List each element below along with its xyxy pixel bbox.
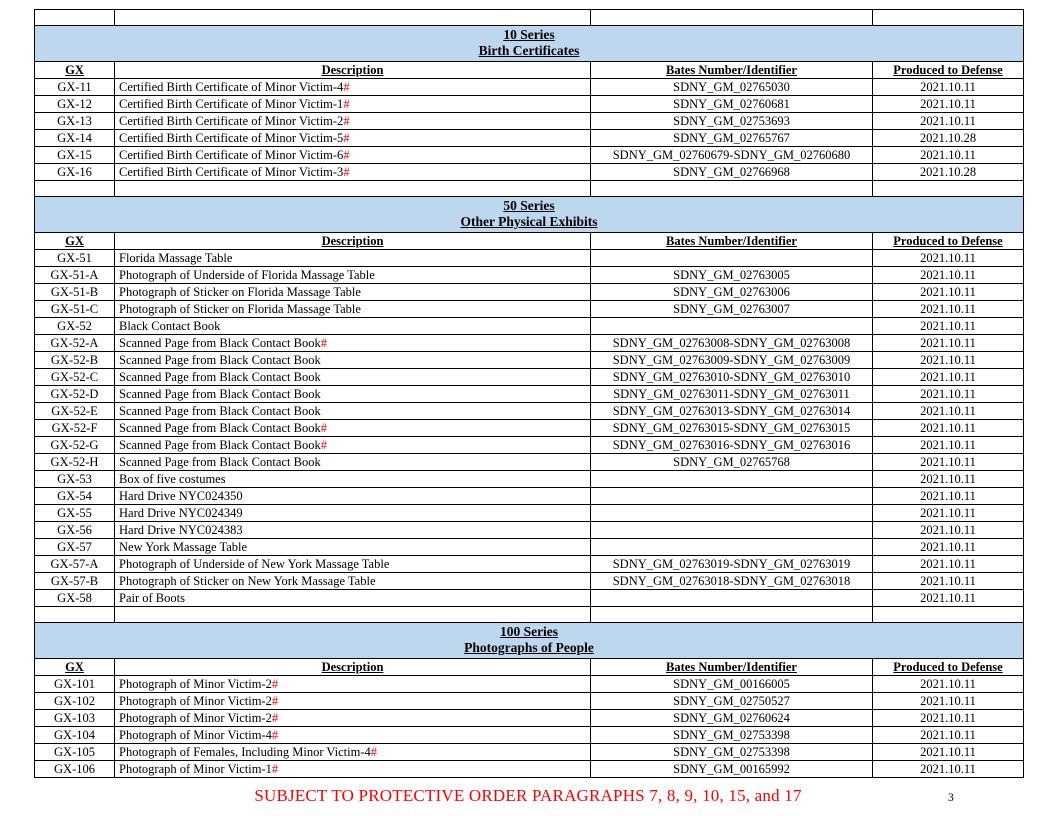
column-header bbox=[873, 659, 1024, 676]
column-header bbox=[591, 659, 873, 676]
description-cell bbox=[115, 505, 591, 522]
gx-number-cell: GX-57 bbox=[35, 539, 115, 556]
exhibit-row bbox=[35, 573, 1024, 590]
description-text: Photograph of Underside of Florida Massage Table bbox=[119, 267, 375, 282]
produced-date-cell: 2021.10.11 bbox=[873, 522, 1024, 539]
gx-number-cell: GX-56 bbox=[35, 522, 115, 539]
exhibit-row bbox=[35, 420, 1024, 437]
description-cell bbox=[115, 250, 591, 267]
exhibit-row bbox=[35, 693, 1024, 710]
description-cell bbox=[115, 352, 591, 369]
column-header-row bbox=[35, 233, 1024, 250]
produced-date-cell: 2021.10.28 bbox=[873, 130, 1024, 147]
redaction-flag: # bbox=[343, 96, 350, 111]
description-cell bbox=[115, 113, 591, 130]
description-text: Certified Birth Certificate of Minor Victim-2 bbox=[119, 113, 344, 128]
description-text: Hard Drive NYC024383 bbox=[119, 522, 243, 537]
exhibit-row bbox=[35, 318, 1024, 335]
description-text: Photograph of Minor Victim-2 bbox=[119, 710, 272, 725]
description-cell bbox=[115, 284, 591, 301]
bates-number-cell bbox=[591, 488, 873, 505]
exhibit-row bbox=[35, 744, 1024, 761]
bates-number-cell: SDNY_GM_02763011-SDNY_GM_02763011 bbox=[591, 386, 873, 403]
redaction-flag: # bbox=[320, 437, 327, 452]
description-text: New York Massage Table bbox=[119, 539, 248, 554]
exhibit-row bbox=[35, 284, 1024, 301]
bates-number-cell: SDNY_GM_02760679-SDNY_GM_02760680 bbox=[591, 147, 873, 164]
description-cell bbox=[115, 727, 591, 744]
redaction-flag: # bbox=[343, 130, 350, 145]
spacer-row bbox=[35, 181, 1024, 197]
gx-number-cell: GX-52-B bbox=[35, 352, 115, 369]
bates-number-cell bbox=[591, 318, 873, 335]
section-header-row bbox=[35, 197, 1024, 233]
spacer-row bbox=[35, 10, 1024, 26]
bates-number-cell: SDNY_GM_02763010-SDNY_GM_02763010 bbox=[591, 369, 873, 386]
redaction-flag: # bbox=[271, 727, 279, 742]
description-text: Photograph of Minor Victim-1 bbox=[119, 761, 272, 776]
gx-number-cell: GX-52-D bbox=[35, 386, 115, 403]
produced-date-cell: 2021.10.11 bbox=[873, 420, 1024, 437]
gx-number-cell: GX-54 bbox=[35, 488, 115, 505]
column-header-label: GX bbox=[65, 659, 84, 674]
produced-date-cell: 2021.10.11 bbox=[873, 761, 1024, 778]
spacer-cell bbox=[873, 181, 1024, 197]
column-header bbox=[115, 62, 591, 79]
column-header-label: Bates Number/Identifier bbox=[666, 659, 797, 674]
description-text: Scanned Page from Black Contact Book bbox=[119, 420, 321, 435]
exhibit-row bbox=[35, 386, 1024, 403]
exhibit-row bbox=[35, 164, 1024, 181]
description-cell bbox=[115, 522, 591, 539]
produced-date-cell: 2021.10.11 bbox=[873, 79, 1024, 96]
description-text: Scanned Page from Black Contact Book bbox=[119, 454, 321, 469]
produced-date-cell: 2021.10.11 bbox=[873, 318, 1024, 335]
description-text: Scanned Page from Black Contact Book bbox=[119, 386, 321, 401]
description-cell bbox=[115, 573, 591, 590]
description-cell bbox=[115, 164, 591, 181]
bates-number-cell: SDNY_GM_02763005 bbox=[591, 267, 873, 284]
section-header-row bbox=[35, 26, 1024, 62]
redaction-flag: # bbox=[343, 113, 350, 128]
gx-number-cell: GX-58 bbox=[35, 590, 115, 607]
exhibit-row bbox=[35, 301, 1024, 318]
exhibit-row bbox=[35, 267, 1024, 284]
produced-date-cell: 2021.10.11 bbox=[873, 301, 1024, 318]
bates-number-cell bbox=[591, 590, 873, 607]
description-text: Photograph of Minor Victim-4 bbox=[119, 727, 272, 742]
gx-number-cell: GX-51 bbox=[35, 250, 115, 267]
column-header-label: Description bbox=[321, 659, 384, 674]
column-header-row bbox=[35, 62, 1024, 79]
exhibit-row bbox=[35, 79, 1024, 96]
spacer-cell bbox=[873, 10, 1024, 26]
bates-number-cell: SDNY_GM_02753398 bbox=[591, 744, 873, 761]
produced-date-cell: 2021.10.11 bbox=[873, 437, 1024, 454]
redaction-flag: # bbox=[343, 147, 350, 162]
description-cell bbox=[115, 761, 591, 778]
bates-number-cell: SDNY_GM_02760624 bbox=[591, 710, 873, 727]
description-text: Hard Drive NYC024349 bbox=[119, 505, 243, 520]
produced-date-cell: 2021.10.11 bbox=[873, 284, 1024, 301]
section-header bbox=[35, 623, 1024, 659]
description-cell bbox=[115, 386, 591, 403]
description-text: Photograph of Underside of New York Massage Table bbox=[119, 556, 390, 571]
exhibit-row bbox=[35, 147, 1024, 164]
description-cell bbox=[115, 488, 591, 505]
description-text: Black Contact Book bbox=[119, 318, 221, 333]
bates-number-cell: SDNY_GM_02763007 bbox=[591, 301, 873, 318]
gx-number-cell: GX-102 bbox=[35, 693, 115, 710]
exhibit-row bbox=[35, 335, 1024, 352]
column-header-label: Bates Number/Identifier bbox=[666, 62, 797, 77]
bates-number-cell: SDNY_GM_02765030 bbox=[591, 79, 873, 96]
gx-number-cell: GX-52-F bbox=[35, 420, 115, 437]
description-text: Florida Massage Table bbox=[119, 250, 233, 265]
description-cell bbox=[115, 147, 591, 164]
description-text: Photograph of Sticker on Florida Massage Table bbox=[119, 284, 361, 299]
produced-date-cell: 2021.10.11 bbox=[873, 471, 1024, 488]
gx-number-cell: GX-51-A bbox=[35, 267, 115, 284]
bates-number-cell: SDNY_GM_02766968 bbox=[591, 164, 873, 181]
column-header bbox=[35, 659, 115, 676]
produced-date-cell: 2021.10.11 bbox=[873, 693, 1024, 710]
gx-number-cell: GX-52-G bbox=[35, 437, 115, 454]
redaction-flag: # bbox=[271, 710, 279, 725]
exhibit-row bbox=[35, 130, 1024, 147]
produced-date-cell: 2021.10.11 bbox=[873, 267, 1024, 284]
exhibit-row bbox=[35, 488, 1024, 505]
gx-number-cell: GX-106 bbox=[35, 761, 115, 778]
bates-number-cell: SDNY_GM_02763008-SDNY_GM_02763008 bbox=[591, 335, 873, 352]
produced-date-cell: 2021.10.11 bbox=[873, 369, 1024, 386]
column-header-label: GX bbox=[65, 233, 84, 248]
produced-date-cell: 2021.10.11 bbox=[873, 488, 1024, 505]
exhibit-row bbox=[35, 113, 1024, 130]
bates-number-cell: SDNY_GM_02763013-SDNY_GM_02763014 bbox=[591, 403, 873, 420]
produced-date-cell: 2021.10.11 bbox=[873, 744, 1024, 761]
description-text: Scanned Page from Black Contact Book bbox=[119, 403, 321, 418]
gx-number-cell: GX-105 bbox=[35, 744, 115, 761]
produced-date-cell: 2021.10.11 bbox=[873, 352, 1024, 369]
column-header-label: Description bbox=[321, 233, 384, 248]
spacer-cell bbox=[35, 181, 115, 197]
redaction-flag: # bbox=[320, 420, 327, 435]
description-cell bbox=[115, 471, 591, 488]
gx-number-cell: GX-55 bbox=[35, 505, 115, 522]
gx-number-cell: GX-14 bbox=[35, 130, 115, 147]
bates-number-cell: SDNY_GM_00166005 bbox=[591, 676, 873, 693]
column-header-label: Produced to Defense bbox=[893, 62, 1003, 77]
bates-number-cell: SDNY_GM_02763018-SDNY_GM_02763018 bbox=[591, 573, 873, 590]
description-text: Certified Birth Certificate of Minor Victim-1 bbox=[119, 96, 344, 111]
bates-number-cell: SDNY_GM_00165992 bbox=[591, 761, 873, 778]
gx-number-cell: GX-103 bbox=[35, 710, 115, 727]
description-text: Photograph of Sticker on New York Massage Table bbox=[119, 573, 376, 588]
description-text: Certified Birth Certificate of Minor Victim-5 bbox=[119, 130, 344, 145]
spacer-cell bbox=[115, 181, 591, 197]
column-header-label: Produced to Defense bbox=[893, 233, 1003, 248]
description-cell bbox=[115, 693, 591, 710]
exhibit-row bbox=[35, 250, 1024, 267]
description-text: Certified Birth Certificate of Minor Victim-4 bbox=[119, 79, 344, 94]
bates-number-cell: SDNY_GM_02763009-SDNY_GM_02763009 bbox=[591, 352, 873, 369]
spacer-cell bbox=[591, 181, 873, 197]
exhibit-row bbox=[35, 471, 1024, 488]
column-header-label: GX bbox=[65, 62, 84, 77]
description-text: Photograph of Females, Including Minor Victim-4 bbox=[119, 744, 371, 759]
column-header-row bbox=[35, 659, 1024, 676]
produced-date-cell: 2021.10.11 bbox=[873, 386, 1024, 403]
gx-number-cell: GX-51-B bbox=[35, 284, 115, 301]
gx-number-cell: GX-57-B bbox=[35, 573, 115, 590]
description-cell bbox=[115, 79, 591, 96]
column-header bbox=[35, 62, 115, 79]
gx-number-cell: GX-52-H bbox=[35, 454, 115, 471]
bates-number-cell: SDNY_GM_02760681 bbox=[591, 96, 873, 113]
description-cell bbox=[115, 420, 591, 437]
bates-number-cell bbox=[591, 539, 873, 556]
gx-number-cell: GX-12 bbox=[35, 96, 115, 113]
gx-number-cell: GX-15 bbox=[35, 147, 115, 164]
section-category-label: Other Physical Exhibits bbox=[460, 214, 598, 229]
produced-date-cell: 2021.10.11 bbox=[873, 727, 1024, 744]
gx-number-cell: GX-52-E bbox=[35, 403, 115, 420]
produced-date-cell: 2021.10.11 bbox=[873, 676, 1024, 693]
column-header bbox=[591, 233, 873, 250]
description-text: Photograph of Sticker on Florida Massage Table bbox=[119, 301, 361, 316]
gx-number-cell: GX-52-A bbox=[35, 335, 115, 352]
gx-number-cell: GX-13 bbox=[35, 113, 115, 130]
bates-number-cell bbox=[591, 522, 873, 539]
exhibit-row bbox=[35, 437, 1024, 454]
description-cell bbox=[115, 539, 591, 556]
redaction-flag: # bbox=[271, 693, 279, 708]
description-cell bbox=[115, 318, 591, 335]
exhibit-row bbox=[35, 539, 1024, 556]
description-text: Scanned Page from Black Contact Book bbox=[119, 335, 321, 350]
section-series-label: 10 Series bbox=[503, 27, 555, 42]
produced-date-cell: 2021.10.11 bbox=[873, 403, 1024, 420]
exhibit-row bbox=[35, 590, 1024, 607]
bates-number-cell bbox=[591, 505, 873, 522]
description-cell bbox=[115, 301, 591, 318]
description-text: Certified Birth Certificate of Minor Victim-6 bbox=[119, 147, 344, 162]
produced-date-cell: 2021.10.11 bbox=[873, 590, 1024, 607]
column-header bbox=[115, 233, 591, 250]
produced-date-cell: 2021.10.11 bbox=[873, 573, 1024, 590]
description-cell bbox=[115, 556, 591, 573]
spacer-cell bbox=[115, 10, 591, 26]
produced-date-cell: 2021.10.11 bbox=[873, 710, 1024, 727]
gx-number-cell: GX-53 bbox=[35, 471, 115, 488]
section-series-label: 50 Series bbox=[503, 198, 555, 213]
spacer-cell bbox=[35, 10, 115, 26]
column-header-label: Produced to Defense bbox=[893, 659, 1003, 674]
description-cell bbox=[115, 744, 591, 761]
gx-number-cell: GX-51-C bbox=[35, 301, 115, 318]
gx-number-cell: GX-16 bbox=[35, 164, 115, 181]
description-cell bbox=[115, 267, 591, 284]
gx-number-cell: GX-104 bbox=[35, 727, 115, 744]
section-header-row bbox=[35, 623, 1024, 659]
column-header-label: Description bbox=[321, 62, 384, 77]
exhibit-row bbox=[35, 454, 1024, 471]
exhibit-row bbox=[35, 505, 1024, 522]
exhibit-row bbox=[35, 403, 1024, 420]
bates-number-cell bbox=[591, 471, 873, 488]
spacer-cell bbox=[591, 10, 873, 26]
section-series-label: 100 Series bbox=[499, 624, 559, 639]
bates-number-cell bbox=[591, 250, 873, 267]
exhibit-row bbox=[35, 352, 1024, 369]
column-header bbox=[35, 233, 115, 250]
bates-number-cell: SDNY_GM_02763016-SDNY_GM_02763016 bbox=[591, 437, 873, 454]
bates-number-cell: SDNY_GM_02750527 bbox=[591, 693, 873, 710]
exhibit-row bbox=[35, 96, 1024, 113]
description-text: Box of five costumes bbox=[119, 471, 226, 486]
produced-date-cell: 2021.10.11 bbox=[873, 335, 1024, 352]
redaction-flag: # bbox=[320, 335, 327, 350]
spacer-cell bbox=[35, 607, 115, 623]
section-header bbox=[35, 26, 1024, 62]
description-cell bbox=[115, 130, 591, 147]
description-cell bbox=[115, 454, 591, 471]
exhibit-row bbox=[35, 369, 1024, 386]
description-text: Scanned Page from Black Contact Book bbox=[119, 352, 321, 367]
bates-number-cell: SDNY_GM_02763006 bbox=[591, 284, 873, 301]
description-text: Photograph of Minor Victim-2 bbox=[119, 676, 272, 691]
exhibit-row bbox=[35, 676, 1024, 693]
description-text: Photograph of Minor Victim-2 bbox=[119, 693, 272, 708]
exhibit-row bbox=[35, 556, 1024, 573]
bates-number-cell: SDNY_GM_02765768 bbox=[591, 454, 873, 471]
description-cell bbox=[115, 437, 591, 454]
description-cell bbox=[115, 335, 591, 352]
column-header bbox=[591, 62, 873, 79]
description-cell bbox=[115, 96, 591, 113]
description-text: Scanned Page from Black Contact Book bbox=[119, 437, 321, 452]
produced-date-cell: 2021.10.11 bbox=[873, 556, 1024, 573]
redaction-flag: # bbox=[271, 761, 279, 776]
section-header bbox=[35, 197, 1024, 233]
column-header-label: Bates Number/Identifier bbox=[666, 233, 797, 248]
gx-number-cell: GX-11 bbox=[35, 79, 115, 96]
produced-date-cell: 2021.10.28 bbox=[873, 164, 1024, 181]
produced-date-cell: 2021.10.11 bbox=[873, 250, 1024, 267]
gx-number-cell: GX-52 bbox=[35, 318, 115, 335]
description-text: Scanned Page from Black Contact Book bbox=[119, 369, 321, 384]
exhibit-row bbox=[35, 710, 1024, 727]
description-text: Pair of Boots bbox=[119, 590, 185, 605]
description-cell bbox=[115, 676, 591, 693]
bates-number-cell: SDNY_GM_02753693 bbox=[591, 113, 873, 130]
page-number: 3 bbox=[948, 792, 954, 804]
redaction-flag: # bbox=[343, 79, 350, 94]
bates-number-cell: SDNY_GM_02753398 bbox=[591, 727, 873, 744]
column-header bbox=[873, 62, 1024, 79]
bates-number-cell: SDNY_GM_02765767 bbox=[591, 130, 873, 147]
section-category-label: Photographs of People bbox=[464, 640, 594, 655]
protective-order-notice: SUBJECT TO PROTECTIVE ORDER PARAGRAPHS 7, 8, 9, 10, 15, and 17 bbox=[254, 786, 802, 805]
produced-date-cell: 2021.10.11 bbox=[873, 113, 1024, 130]
exhibit-row bbox=[35, 727, 1024, 744]
redaction-flag: # bbox=[370, 744, 378, 759]
produced-date-cell: 2021.10.11 bbox=[873, 539, 1024, 556]
spacer-cell bbox=[873, 607, 1024, 623]
column-header bbox=[115, 659, 591, 676]
produced-date-cell: 2021.10.11 bbox=[873, 96, 1024, 113]
description-cell bbox=[115, 403, 591, 420]
produced-date-cell: 2021.10.11 bbox=[873, 454, 1024, 471]
gx-number-cell: GX-101 bbox=[35, 676, 115, 693]
gx-number-cell: GX-57-A bbox=[35, 556, 115, 573]
column-header bbox=[873, 233, 1024, 250]
description-text: Certified Birth Certificate of Minor Victim-3 bbox=[119, 164, 344, 179]
produced-date-cell: 2021.10.11 bbox=[873, 505, 1024, 522]
produced-date-cell: 2021.10.11 bbox=[873, 147, 1024, 164]
exhibit-row bbox=[35, 522, 1024, 539]
spacer-cell bbox=[115, 607, 591, 623]
spacer-cell bbox=[591, 607, 873, 623]
bates-number-cell: SDNY_GM_02763019-SDNY_GM_02763019 bbox=[591, 556, 873, 573]
gx-number-cell: GX-52-C bbox=[35, 369, 115, 386]
description-cell bbox=[115, 369, 591, 386]
section-category-label: Birth Certificates bbox=[478, 43, 580, 58]
description-cell bbox=[115, 710, 591, 727]
exhibit-table bbox=[34, 9, 1024, 778]
spacer-row bbox=[35, 607, 1024, 623]
description-cell bbox=[115, 590, 591, 607]
exhibit-row bbox=[35, 761, 1024, 778]
description-text: Hard Drive NYC024350 bbox=[119, 488, 243, 503]
redaction-flag: # bbox=[271, 676, 279, 691]
redaction-flag: # bbox=[343, 164, 350, 179]
bates-number-cell: SDNY_GM_02763015-SDNY_GM_02763015 bbox=[591, 420, 873, 437]
